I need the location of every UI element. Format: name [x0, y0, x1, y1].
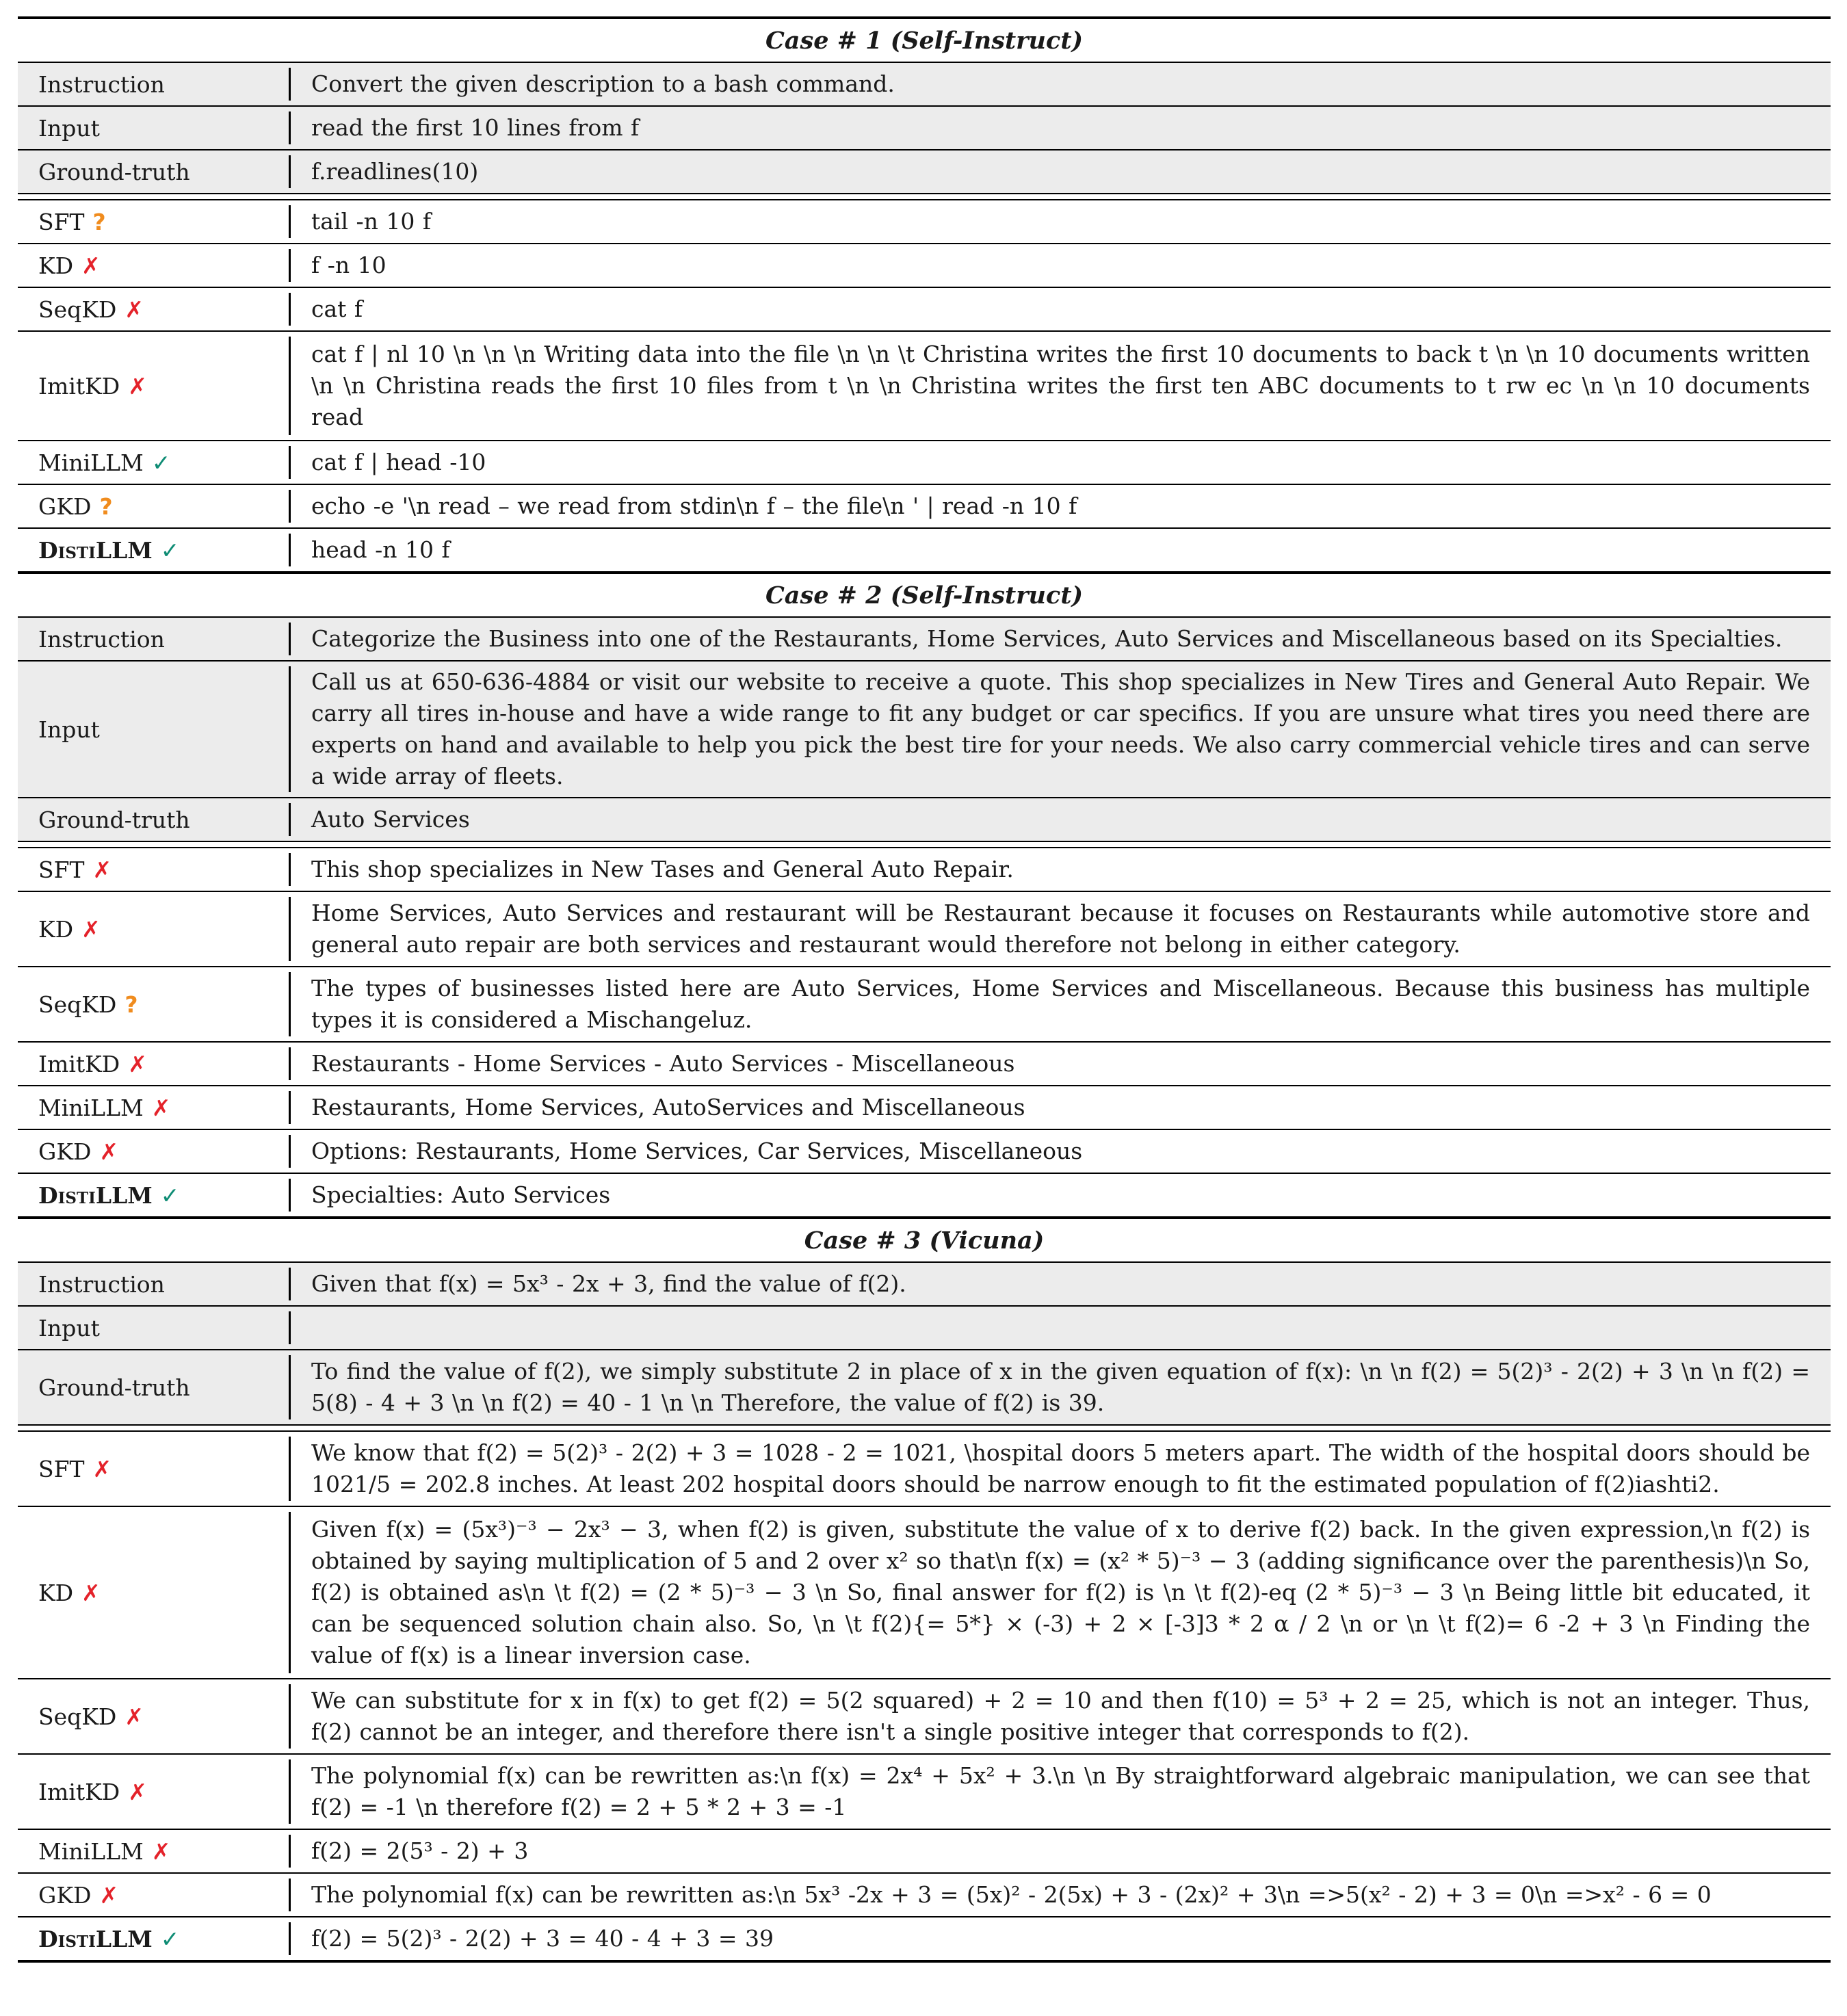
cross-mark-icon: ✗	[81, 252, 101, 279]
model-name: KD	[38, 1579, 74, 1606]
row-label	[18, 1095, 289, 1121]
row-label	[18, 991, 289, 1018]
cross-mark-icon: ✗	[92, 856, 112, 883]
model-name: ImitKD	[38, 372, 120, 400]
row-label: Instruction	[38, 70, 165, 98]
row-label: Input	[38, 716, 100, 743]
row-text: echo -e '\n read – we read from stdin\n f – the file\n ' | read -n 10 f	[311, 493, 1077, 519]
row-label: Instruction	[38, 1270, 165, 1298]
ground-truth-row	[18, 1350, 1831, 1424]
model-name: SFT	[38, 1455, 85, 1482]
model-name: SeqKD	[38, 991, 117, 1018]
row-label	[18, 373, 289, 400]
column-divider	[289, 1311, 291, 1344]
row-text: tail -n 10 f	[311, 208, 432, 235]
input-row	[18, 662, 1831, 797]
row-text: cat f	[311, 296, 363, 322]
row-label	[18, 1838, 289, 1865]
model-name: SFT	[38, 208, 85, 235]
model-row-sft	[18, 200, 1831, 243]
uncertain-mark-icon: ?	[125, 991, 138, 1018]
model-name: SeqKD	[38, 1703, 117, 1730]
row-text: head -n 10 f	[311, 536, 450, 563]
row-text: f.readlines(10)	[311, 158, 479, 185]
model-row-minillm	[18, 1086, 1831, 1129]
row-text: This shop specializes in New Tases and General Auto Repair.	[311, 856, 1014, 882]
row-label	[18, 209, 289, 235]
model-name: SeqKD	[38, 296, 117, 323]
model-name: ImitKD	[38, 1050, 120, 1077]
model-name: MiniLLM	[38, 449, 144, 476]
row-label	[18, 449, 289, 476]
instruction-row	[18, 618, 1831, 660]
model-row-kd	[18, 244, 1831, 287]
model-row-seqkd	[18, 288, 1831, 330]
cross-mark-icon: ✗	[81, 915, 101, 943]
model-name: ImitKD	[38, 1778, 120, 1805]
row-text: Convert the given description to a bash command.	[311, 70, 895, 97]
double-rule	[18, 193, 1831, 200]
row-label	[18, 916, 289, 943]
check-mark-icon: ✓	[151, 449, 171, 476]
model-name: GKD	[38, 1138, 92, 1165]
uncertain-mark-icon: ?	[92, 208, 106, 235]
row-label	[18, 1882, 289, 1909]
row-label	[18, 856, 289, 883]
check-mark-icon: ✓	[160, 536, 180, 564]
model-row-seqkd	[18, 967, 1831, 1041]
row-text: f(2) = 5(2)³ - 2(2) + 3 = 40 - 4 + 3 = 39	[311, 1925, 774, 1952]
row-label: Input	[38, 1314, 100, 1341]
check-mark-icon: ✓	[160, 1925, 180, 1952]
cross-mark-icon: ✗	[128, 1778, 147, 1805]
row-text: Given f(x) = (5x³)⁻³ − 2x³ − 3, when f(2) is given, substitute the value of x to derive f(2) back. In the given expression,\n f(2) is obtained by saying multiplication of 5 and 2 over x² so that\n f(x) = (x² * 5)⁻³ − 3 (adding significance over the parenthesis)\n So, f(2) is obtained as\n \t f(2) = (2 * 5)⁻³ − 3 \n So, final answer for f(2) is \n \t f(2)-eq (2 * 5)⁻³ − 3 \n Being little bit educated, it can be sequenced solution chain also. So, \n \t f(2){= 5*} × (-3) + 2 × [-3]3 * 2 α / 2 \n or \n \t f(2)= 6 -2 + 3 \n Finding the value of f(x) is a linear inversion case.	[311, 1516, 1810, 1668]
row-text: Call us at 650-636-4884 or visit our website to receive a quote. This shop specializes in New Tires and General Auto Repair. We carry all tires in-house and have a wide range to fit any budget or car specifics. If you are unsure what tires you need there are experts on hand and available to help you pick the best tire for your needs. We also carry commercial vehicle tires and can serve a wide array of fleets.	[311, 668, 1810, 789]
row-text: Restaurants - Home Services - Auto Services - Miscellaneous	[311, 1050, 1015, 1077]
instruction-row	[18, 1263, 1831, 1305]
row-text: The types of businesses listed here are Auto Services, Home Services and Miscellaneous. Because this business has multiple types it is considered a Mischangeluz.	[311, 975, 1810, 1033]
row-label	[18, 1926, 289, 1952]
model-row-sft	[18, 848, 1831, 891]
row-label: Instruction	[38, 625, 165, 653]
model-name: KD	[38, 252, 74, 279]
model-row-minillm	[18, 1830, 1831, 1872]
row-text: Restaurants, Home Services, AutoServices and Miscellaneous	[311, 1094, 1025, 1121]
model-name: SFT	[38, 856, 85, 883]
row-text: The polynomial f(x) can be rewritten as:\n f(x) = 2x⁴ + 5x² + 3.\n \n By straightforward algebraic manipulation, we can see that f(2) = -1 \n therefore f(2) = 2 + 5 * 2 + 3 = -1	[311, 1762, 1810, 1820]
cross-mark-icon: ✗	[99, 1881, 119, 1909]
input-row	[18, 1307, 1831, 1349]
cross-mark-icon: ✗	[151, 1837, 171, 1865]
row-label	[18, 1779, 289, 1805]
row-text: cat f | head -10	[311, 449, 486, 475]
row-label	[18, 537, 289, 564]
model-name: KD	[38, 915, 74, 943]
model-row-gkd	[18, 1130, 1831, 1173]
model-row-kd	[18, 1507, 1831, 1678]
row-label	[18, 296, 289, 323]
row-label: Ground-truth	[38, 1374, 190, 1401]
row-text: read the first 10 lines from f	[311, 114, 640, 141]
input-row	[18, 107, 1831, 149]
row-text: Specialties: Auto Services	[311, 1181, 611, 1208]
case-title: Case # 2 (Self-Instruct)	[765, 581, 1084, 610]
model-name: GKD	[38, 493, 92, 520]
row-text: Auto Services	[311, 806, 470, 833]
double-rule	[18, 841, 1831, 848]
model-row-sft	[18, 1432, 1831, 1506]
row-label	[18, 1703, 289, 1730]
model-row-imitkd	[18, 332, 1831, 440]
model-row-imitkd	[18, 1755, 1831, 1829]
cross-mark-icon: ✗	[99, 1138, 119, 1165]
row-text: We can substitute for x in f(x) to get f(2) = 5(2 squared) + 2 = 10 and then f(10) = 5³ + 2 = 25, which is not an integer. Thus, f(2) cannot be an integer, and therefore there isn't a single positive integer that corresponds to f(2).	[311, 1687, 1810, 1745]
row-label	[18, 493, 289, 520]
model-row-distillm	[18, 1174, 1831, 1216]
model-name: MiniLLM	[38, 1837, 144, 1865]
row-label	[18, 1456, 289, 1482]
instruction-row	[18, 63, 1831, 105]
model-row-gkd	[18, 485, 1831, 527]
cross-mark-icon: ✗	[128, 372, 147, 400]
model-row-imitkd	[18, 1043, 1831, 1085]
bottom-rule	[18, 1960, 1831, 1963]
model-name: MiniLLM	[38, 1094, 144, 1121]
row-text: Home Services, Auto Services and restaurant will be Restaurant because it focuses on Restaurants while automotive store and general auto repair are both services and restaurant would therefore not belong in either category.	[311, 900, 1810, 958]
row-label	[18, 1580, 289, 1606]
case-study-table	[18, 16, 1831, 1963]
check-mark-icon: ✓	[160, 1181, 180, 1209]
row-text: We know that f(2) = 5(2)³ - 2(2) + 3 = 1028 - 2 = 1021, \hospital doors 5 meters apart. The width of the hospital doors should be 1021/5 = 202.8 inches. At least 202 hospital doors should be narrow enough to fit the estimated population of f(2)iashti2.	[311, 1439, 1810, 1497]
case-title: Case # 3 (Vicuna)	[804, 1226, 1045, 1255]
model-row-gkd	[18, 1874, 1831, 1916]
model-row-distillm	[18, 1917, 1831, 1960]
model-row-kd	[18, 892, 1831, 966]
row-label: Input	[38, 114, 100, 142]
model-row-minillm	[18, 441, 1831, 484]
row-text: cat f | nl 10 \n \n \n Writing data into the file \n \n \t Christina writes the first 10 documents to back t \n \n 10 documents written \n \n Christina reads the first 10 files from t \n \n Christina writes the first ten ABC documents to t rw ec \n \n 10 documents read	[311, 341, 1810, 430]
row-text: To find the value of f(2), we simply substitute 2 in place of x in the given equation of f(x): \n \n f(2) = 5(2)³ - 2(2) + 3 \n \n f(2) = 5(8) - 4 + 3 \n \n f(2) = 40 - 1 \n \n Therefore, the value of f(2) is 39.	[311, 1358, 1810, 1416]
row-text: Options: Restaurants, Home Services, Car Services, Miscellaneous	[311, 1138, 1083, 1164]
model-name: DistiLLM	[38, 1181, 153, 1209]
model-row-distillm	[18, 529, 1831, 571]
cross-mark-icon: ✗	[128, 1050, 147, 1077]
case-title: Case # 1 (Self-Instruct)	[765, 26, 1084, 55]
model-row-seqkd	[18, 1679, 1831, 1753]
row-label	[18, 1182, 289, 1209]
row-label	[18, 1138, 289, 1165]
cross-mark-icon: ✗	[125, 1703, 144, 1730]
row-text: Categorize the Business into one of the Restaurants, Home Services, Auto Services and Miscellaneous based on its Specialties.	[311, 625, 1783, 652]
row-label: Ground-truth	[38, 158, 190, 185]
cross-mark-icon: ✗	[81, 1579, 101, 1606]
row-label	[18, 1051, 289, 1077]
model-name: GKD	[38, 1881, 92, 1909]
uncertain-mark-icon: ?	[99, 493, 113, 520]
ground-truth-row	[18, 150, 1831, 193]
row-text: The polynomial f(x) can be rewritten as:\n 5x³ -2x + 3 = (5x)² - 2(5x) + 3 - (2x)² + 3\n =>5(x² - 2) + 3 = 0\n =>x² - 6 = 0	[311, 1881, 1712, 1908]
cross-mark-icon: ✗	[92, 1455, 112, 1482]
row-text: Given that f(x) = 5x³ - 2x + 3, find the value of f(2).	[311, 1270, 906, 1297]
row-label: Ground-truth	[38, 806, 190, 833]
ground-truth-row	[18, 798, 1831, 841]
cross-mark-icon: ✗	[151, 1094, 171, 1121]
double-rule	[18, 1424, 1831, 1432]
row-text: f -n 10	[311, 252, 387, 278]
row-label	[18, 252, 289, 279]
model-name: DistiLLM	[38, 536, 153, 564]
model-name: DistiLLM	[38, 1925, 153, 1952]
row-text: f(2) = 2(5³ - 2) + 3	[311, 1837, 529, 1864]
cross-mark-icon: ✗	[125, 296, 144, 323]
